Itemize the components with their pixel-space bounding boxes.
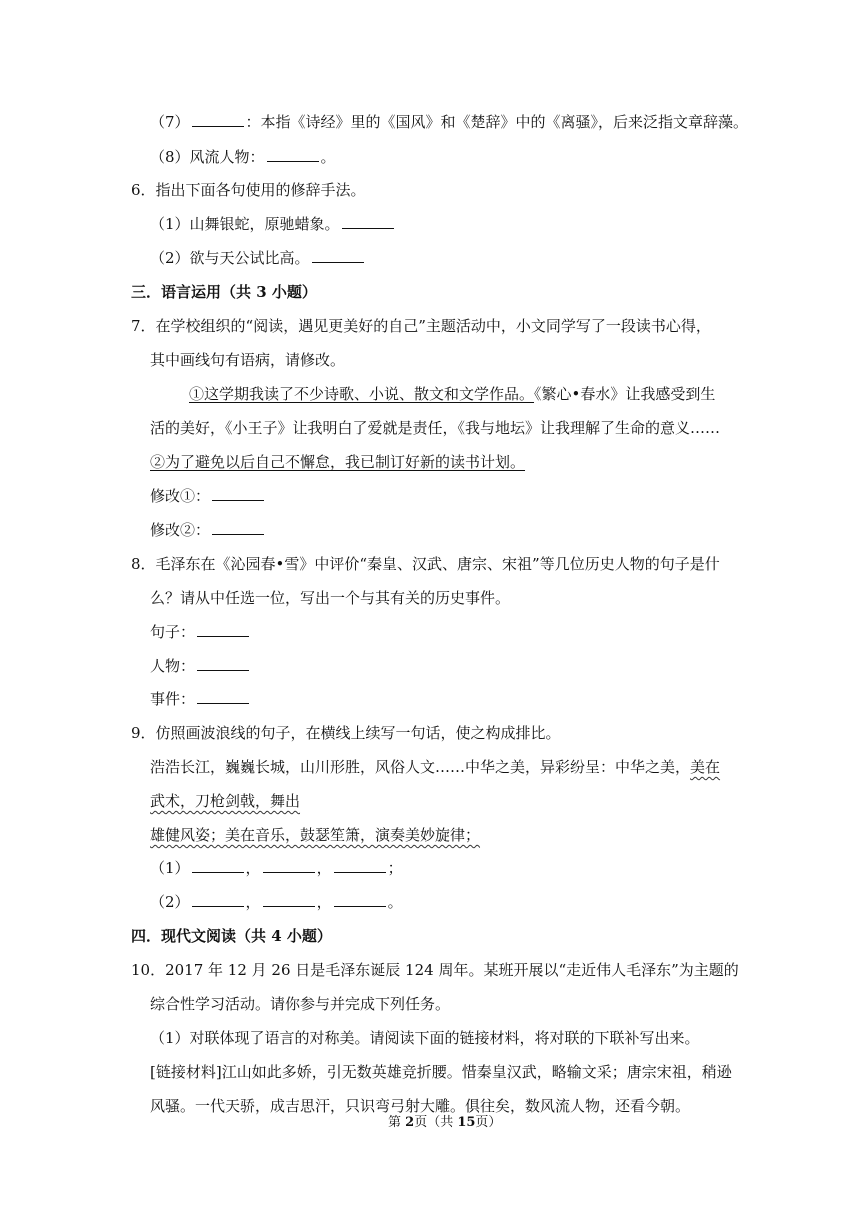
item-number: （1） [150,859,190,877]
q9-line3 [150,825,480,845]
punctuation: ， [316,893,332,911]
q9-text: 浩浩长江，巍巍长城，山川形胜，风俗人文……中华之美，异彩纷呈：中华之美， [150,758,691,776]
field-label: 事件： [150,690,196,708]
page-total: 15 [457,1115,476,1130]
answer-blank[interactable] [263,892,315,907]
q8-sentence [150,622,251,642]
page-number: 2 [405,1115,415,1130]
page-footer [388,1113,501,1133]
q7-para-line1 [189,384,715,404]
q8-person [150,656,251,676]
field-label: 句子： [150,623,196,641]
punctuation: 。 [320,148,336,166]
q6-item-1 [150,214,396,234]
underlined-sentence-1: ①这学期我读了不少诗歌、小说、散文和文学作品。 [189,385,535,403]
q5-item-8 [150,147,336,167]
para-text: 《繁心•春水》让我感受到生 [534,385,716,403]
item-number: （7） [150,113,190,131]
answer-blank[interactable] [197,689,249,704]
answer-blank[interactable] [192,858,244,873]
q7-stem-line1: 7．在学校组织的“阅读，遇见更美好的自己”主题活动中，小文同学写了一段读书心得， [131,317,711,335]
q9-line2 [150,791,300,811]
q10-sub-1: （1）对联体现了语言的对称美。请阅读下面的链接材料，将对联的下联补写出来。 [150,1029,700,1047]
q10-stem-line2: 综合性学习活动。请你参与并完成下列任务。 [150,995,451,1013]
q10-link-line2: 风骚。一代天骄，成吉思汗，只识弯弓射大雕。俱往矣，数风流人物，还看今朝。 [150,1097,691,1115]
field-label: 人物： [150,657,196,675]
item-number: （2） [150,893,190,911]
underlined-sentence-2: ②为了避免以后自己不懈怠，我已制订好新的读书计划。 [150,453,526,471]
answer-blank[interactable] [197,622,249,637]
section-heading-4: 四．现代文阅读（共 4 小题） [131,927,332,945]
q9-stem: 9．仿照画波浪线的句子，在横线上续写一句话，使之构成排比。 [131,724,561,742]
answer-blank[interactable] [334,892,386,907]
q9-answer-2 [150,892,403,912]
punctuation: 。 [387,893,403,911]
footer-text: 页（共 [414,1115,458,1130]
punctuation: ， [245,859,261,877]
q5-item-7 [150,112,748,132]
wavy-sentence-part2: 武术，刀枪剑戟，舞出 [150,792,301,810]
answer-blank[interactable] [267,147,319,162]
q10-stem-line1: 10．2017 年 12 月 26 日是毛泽东诞辰 124 周年。某班开展以“走近伟人毛泽东”为主题的 [131,961,739,979]
item-text: （1）山舞银蛇，原驰蜡象。 [150,215,340,233]
answer-blank[interactable] [312,248,364,263]
answer-blank[interactable] [212,486,264,501]
punctuation: ， [316,859,332,877]
q8-event [150,689,251,709]
answer-blank[interactable] [342,214,394,229]
q9-line1 [150,757,720,777]
wavy-sentence-part3: 雄健风姿；美在音乐，鼓瑟笙箫，演奏美妙旋律； [150,826,481,844]
section-heading-3: 三．语言运用（共 3 小题） [131,283,317,301]
q8-stem-line2: 么？请从中任选一位，写出一个与其有关的历史事件。 [150,589,511,607]
fix-label: 修改②： [150,521,211,539]
q7-fix-1 [150,486,266,506]
q6-stem: 6．指出下面各句使用的修辞手法。 [131,181,366,199]
q9-answer-1 [150,858,403,878]
answer-blank[interactable] [212,520,264,535]
q10-link-line1: [链接材料]江山如此多娇，引无数英雄竞折腰。惜秦皇汉武，略输文采；唐宗宋祖，稍逊 [150,1063,732,1081]
item-text: （8）风流人物： [150,148,265,166]
punctuation: ， [245,893,261,911]
q7-fix-2 [150,520,266,540]
q6-item-2 [150,248,366,268]
answer-blank[interactable] [334,858,386,873]
q7-para-line3 [150,452,525,472]
q7-stem-line2: 其中画线句有语病，请修改。 [150,351,346,369]
q8-stem-line1: 8．毛泽东在《沁园春•雪》中评价“秦皇、汉武、唐宗、宋祖”等几位历史人物的句子是什 [131,555,720,573]
q7-para-line2: 活的美好，《小王子》让我明白了爱就是责任，《我与地坛》让我理解了生命的意义…… [150,419,721,437]
answer-blank[interactable] [192,112,244,127]
footer-text: 第 [388,1115,406,1130]
footer-text: 页） [475,1115,502,1130]
wavy-sentence-part1: 美在 [690,758,721,776]
item-text: ：本指《诗经》里的《国风》和《楚辞》中的《离骚》，后来泛指文章辞藻。 [245,113,749,131]
item-text: （2）欲与天公试比高。 [150,249,310,267]
punctuation: ； [387,859,403,877]
answer-blank[interactable] [192,892,244,907]
fix-label: 修改①： [150,487,211,505]
answer-blank[interactable] [263,858,315,873]
answer-blank[interactable] [197,656,249,671]
